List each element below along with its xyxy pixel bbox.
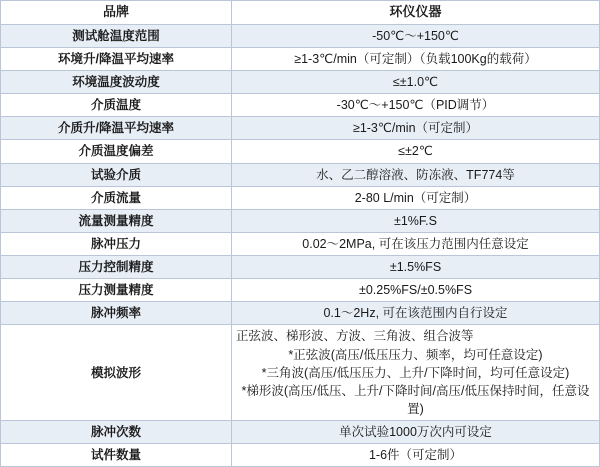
table-row: [1, 94, 600, 117]
table-row: [1, 279, 600, 302]
row-label: 介质温度偏差: [1, 140, 232, 163]
table-row: [1, 302, 600, 325]
row-value: 0.1～2Hz, 可在该范围内自行设定: [232, 302, 600, 325]
row-value: -50℃～+150℃: [232, 24, 600, 47]
row-value: ±0.25%FS/±0.5%FS: [232, 279, 600, 302]
waveform-line-1: 正弦波、梯形波、方波、三角波、组合波等: [236, 329, 474, 344]
table-row: [1, 444, 600, 467]
row-value: 2-80 L/min（可定制）: [232, 186, 600, 209]
row-value: ±1.5%FS: [232, 256, 600, 279]
waveform-line-4: *梯形波(高压/低压、上升/下降时间/高压/低压保持时间，任意设置): [241, 383, 590, 416]
row-value: 环仪仪器: [232, 1, 600, 25]
table-row: [1, 256, 600, 279]
table-row: [1, 24, 600, 47]
row-label: 脉冲次数: [1, 421, 232, 444]
row-label: 品牌: [1, 1, 232, 25]
row-label: 压力测量精度: [1, 279, 232, 302]
row-label: 环境温度波动度: [1, 71, 232, 94]
table-row: [1, 71, 600, 94]
table-row: [1, 47, 600, 70]
row-label: 脉冲压力: [1, 232, 232, 255]
table-row: [1, 186, 600, 209]
row-label: 压力控制精度: [1, 256, 232, 279]
row-value: -30℃～+150℃（PID调节）: [232, 94, 600, 117]
row-label: 介质升/降温平均速率: [1, 117, 232, 140]
row-value: 单次试验1000万次内可设定: [232, 421, 600, 444]
table-body: [1, 1, 600, 467]
table-row: [1, 209, 600, 232]
row-label: 环境升/降温平均速率: [1, 47, 232, 70]
table-row: [1, 163, 600, 186]
row-label: 脉冲频率: [1, 302, 232, 325]
row-label: 试件数量: [1, 444, 232, 467]
row-value: ≥1-3℃/min（可定制）（负载100Kg的载荷）: [232, 47, 600, 70]
row-label: 介质温度: [1, 94, 232, 117]
waveform-line-2: *正弦波(高压/低压压力、频率，均可任意设定): [288, 347, 543, 362]
row-value-waveform: [232, 325, 600, 421]
row-value: 1-6件（可定制）: [232, 444, 600, 467]
row-value: 水、乙二醇溶液、防冻液、TF774等: [232, 163, 600, 186]
table-row: [1, 140, 600, 163]
row-value: ≤±1.0℃: [232, 71, 600, 94]
row-value: ≤±2℃: [232, 140, 600, 163]
table-row-waveform: [1, 325, 600, 421]
row-value: ±1%F.S: [232, 209, 600, 232]
row-label: 流量测量精度: [1, 209, 232, 232]
table-row: [1, 421, 600, 444]
table-row: [1, 117, 600, 140]
row-label: 测试舱温度范围: [1, 24, 232, 47]
table-row: [1, 232, 600, 255]
row-value: ≥1-3℃/min（可定制）: [232, 117, 600, 140]
row-label: 介质流量: [1, 186, 232, 209]
row-label: 试验介质: [1, 163, 232, 186]
waveform-line-3: *三角波(高压/低压压力、上升/下降时间，均可任意设定): [261, 365, 570, 380]
row-label: 模拟波形: [1, 325, 232, 421]
row-value: 0.02～2MPa, 可在该压力范围内任意设定: [232, 232, 600, 255]
table-row: [1, 1, 600, 25]
